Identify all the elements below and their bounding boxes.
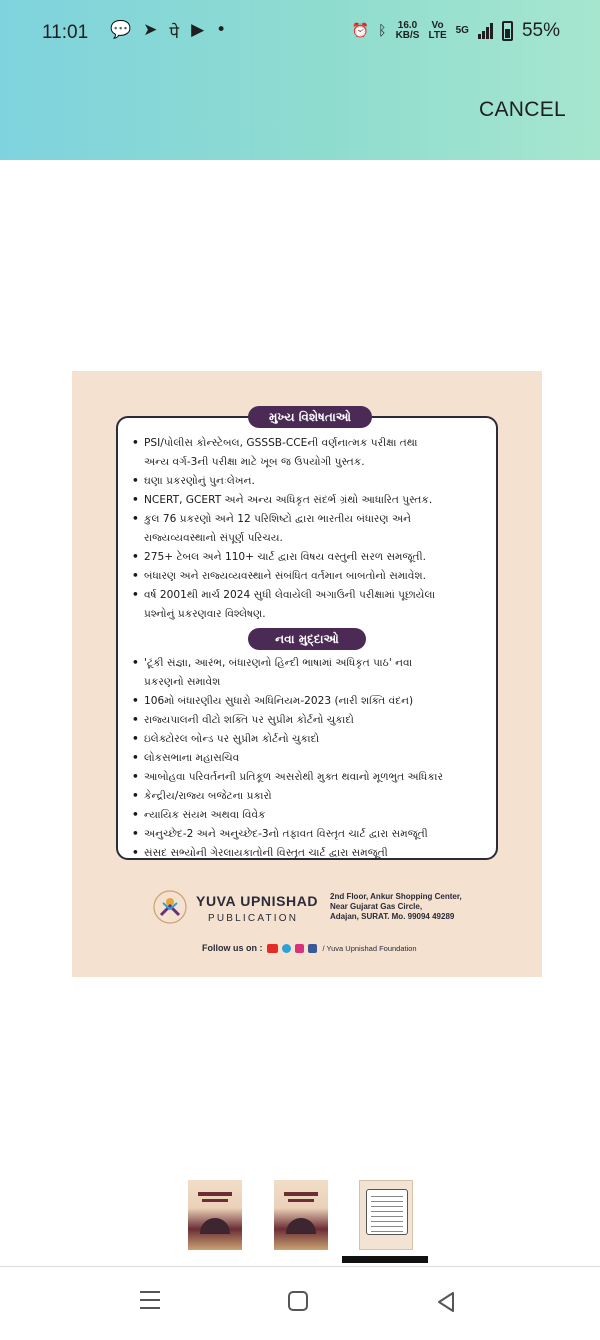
status-bar bbox=[0, 0, 600, 70]
recent-apps-button[interactable] bbox=[140, 1291, 160, 1311]
back-button[interactable] bbox=[436, 1291, 456, 1313]
list-item: • કુલ 76 પ્રકરણો અને 12 પરિશિષ્ટો દ્વારા ભારતીય બંધારણ અને રાજ્યવ્યવસ્થાનો સંપૂર્ણ પરિચય. bbox=[132, 510, 488, 548]
battery-icon bbox=[502, 21, 513, 41]
publisher-logo bbox=[152, 889, 188, 925]
home-button[interactable] bbox=[288, 1291, 308, 1311]
play-icon: ▶ bbox=[191, 20, 205, 40]
list-item: • NCERT, GCERT અને અન્ય અધિકૃત સંદર્ભ ગ્રંથો આધારિત પુસ્તક. bbox=[132, 491, 488, 510]
book-cover-image bbox=[274, 1180, 328, 1250]
publisher-sub: PUBLICATION bbox=[208, 913, 299, 924]
follow-label: Follow us on : bbox=[202, 943, 263, 953]
list-item: • રાજ્યપાલની વીટો શક્તિ પર સુપ્રીમ કોર્ટનો ચુકાદો bbox=[132, 711, 488, 730]
publisher-address bbox=[330, 892, 462, 922]
thumbnail-3[interactable] bbox=[359, 1180, 413, 1250]
alarm-icon: ⏰ bbox=[351, 23, 370, 39]
address-line: Near Gujarat Gas Circle, bbox=[330, 902, 423, 911]
publisher-brand bbox=[196, 893, 318, 924]
list-item: • ન્યાયિક સંયમ અથવા વિવેક bbox=[132, 806, 488, 825]
chat-bubble-icon: 💬 bbox=[110, 20, 132, 40]
list-item: • 106મો બંધારણીય સુધારો અધિનિયમ-2023 (નારી શક્તિ વંદન) bbox=[132, 692, 488, 711]
publisher-name: YUVA UPNISHAD bbox=[196, 893, 319, 909]
new-points-list bbox=[132, 654, 488, 863]
facebook-icon bbox=[308, 944, 317, 953]
thumbnail-2[interactable] bbox=[274, 1180, 328, 1250]
list-item: • અનુચ્છેદ-2 અને અનુચ્છેદ-3નો તફાવત વિસ્તૃત ચાર્ટ દ્વારા સમજૂતી bbox=[132, 825, 488, 844]
dot-icon: • bbox=[216, 20, 227, 40]
list-item: • PSI/પોલીસ કોન્સ્ટેબલ, GSSSB-CCEની વર્ણનાત્મક પરીક્ષા તથા અન્ય વર્ગ-3ની પરીક્ષા માટે ખૂબ જ ઉપયોગી પુસ્તક. bbox=[132, 434, 488, 472]
list-item: • લોકસભાના મહાસચિવ bbox=[132, 749, 488, 768]
thumbnail-strip bbox=[0, 1176, 600, 1256]
list-item: • આબોહવા પરિવર્તનની પ્રતિકૂળ અસરોથી મુક્ત થવાનો મૂળભુત અધિકાર bbox=[132, 768, 488, 787]
thumbnail-1[interactable] bbox=[188, 1180, 242, 1250]
battery-percent: 55% bbox=[521, 20, 560, 41]
features-list bbox=[132, 434, 488, 624]
list-item: • 'ટૂંકી સંજ્ઞા, આરંભ, બંધારણનો હિન્દી ભાષામાં અધિકૃત પાઠ' નવા પ્રકરણનો સમાવેશ bbox=[132, 654, 488, 692]
list-item: • વર્ષ 2001થી માર્ચ 2024 સુધી લેવાયેલી અગાઉની પરીક્ષામાં પૂછાયેલા પ્રશ્નોનું પ્રકરણવાર વિશ્લેષણ. bbox=[132, 586, 488, 624]
network-speed-unit: KB/S bbox=[395, 30, 420, 41]
volte-bottom: LTE bbox=[428, 30, 447, 41]
features-thumbnail-image bbox=[366, 1189, 408, 1235]
system-icons bbox=[352, 20, 560, 42]
youtube-icon bbox=[267, 944, 278, 953]
list-item: • સંસદ સભ્યોની ગેરલાયકાતોની વિસ્તૃત ચાર્ટ દ્વારા સમજૂતી bbox=[132, 844, 488, 863]
address-line: 2nd Floor, Ankur Shopping Center, bbox=[330, 892, 462, 901]
instagram-icon bbox=[295, 944, 304, 953]
list-item: • કેન્દ્રીય/રાજ્ય બજેટના પ્રકારો bbox=[132, 787, 488, 806]
telegram-icon bbox=[282, 944, 291, 953]
list-item: • ઘણા પ્રકરણોનું પુનઃલેખન. bbox=[132, 472, 488, 491]
list-item: • બંધારણ અને રાજ્યવ્યવસ્થાને સંબંધિત વર્તમાન બાબતોનો સમાવેશ. bbox=[132, 567, 488, 586]
social-handle: / Yuva Upnishad Foundation bbox=[322, 943, 417, 953]
network-speed bbox=[396, 21, 420, 41]
telegram-icon: ➤ bbox=[143, 20, 158, 40]
volte-indicator bbox=[428, 21, 446, 41]
list-item: • ઇલેક્ટોરલ બોન્ડ પર સુપ્રીમ કોર્ટનો ચુકાદો bbox=[132, 730, 488, 749]
selected-thumbnail-indicator bbox=[342, 1256, 428, 1263]
cancel-button[interactable]: CANCEL bbox=[479, 98, 566, 121]
book-cover-image bbox=[188, 1180, 242, 1250]
product-image[interactable] bbox=[72, 371, 542, 977]
features-card bbox=[116, 410, 498, 860]
address-line: Adajan, SURAT. Mo. 99094 49289 bbox=[330, 912, 455, 921]
status-time: 11:01 bbox=[42, 22, 89, 43]
notification-icons bbox=[110, 20, 226, 43]
network-speed-value: 16.0 bbox=[397, 20, 418, 31]
network-type: 5G bbox=[455, 25, 469, 36]
signal-icon bbox=[478, 23, 493, 39]
navigation-bar bbox=[0, 1267, 600, 1340]
phonepe-icon: पे bbox=[169, 23, 180, 43]
features-title: મુખ્ય વિશેષતાઓ bbox=[248, 406, 372, 428]
bluetooth-icon: ᛒ bbox=[378, 23, 387, 39]
top-bar bbox=[0, 0, 600, 160]
list-item: • 275+ ટેબલ અને 110+ ચાર્ટ દ્વારા વિષય વસ્તુની સરળ સમજૂતી. bbox=[132, 548, 488, 567]
volte-top: Vo bbox=[431, 20, 444, 31]
follow-us bbox=[202, 943, 417, 953]
new-points-title: નવા મુદ્દાઓ bbox=[248, 628, 366, 650]
